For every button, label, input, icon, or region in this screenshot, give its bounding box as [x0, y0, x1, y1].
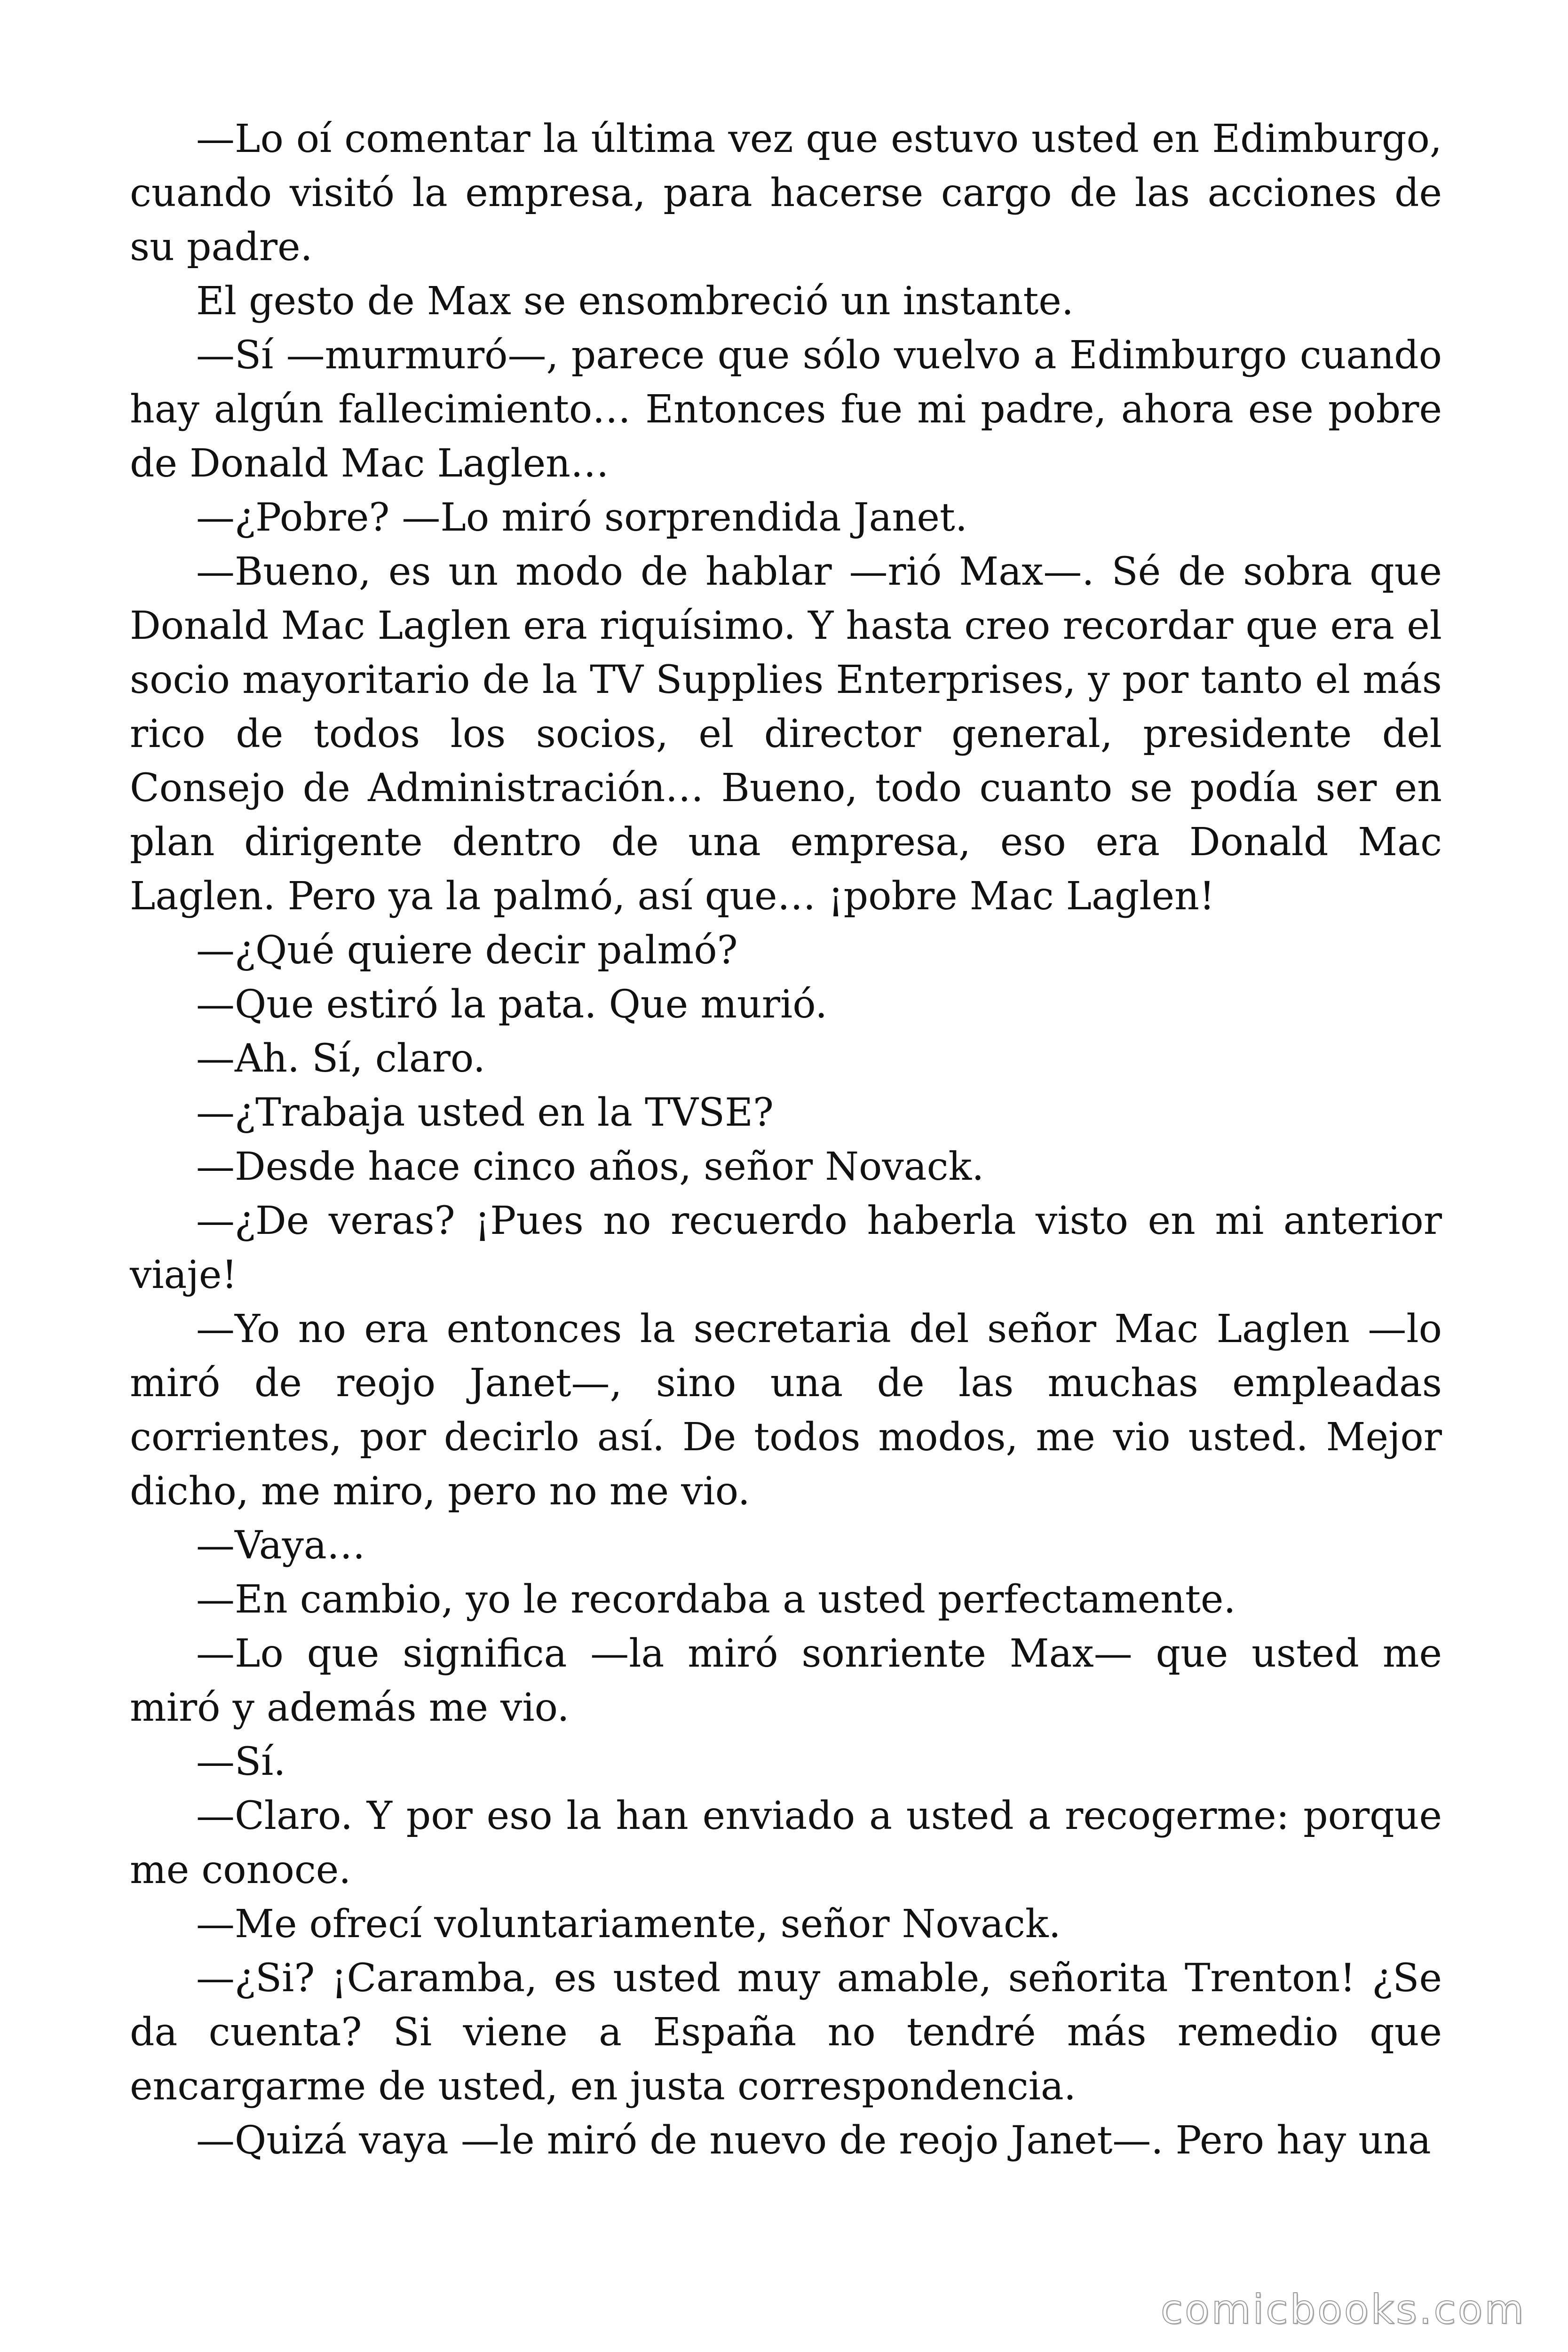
paragraph: —Vaya… — [196, 1523, 365, 1568]
paragraph: —Claro. Y por eso la han enviado a usted a recogerme: porque me conoce. — [130, 1794, 1442, 1892]
paragraph: —Que estiró la pata. Que murió. — [196, 982, 828, 1027]
paragraph: —Sí. — [196, 1740, 286, 1784]
paragraph: El gesto de Max se ensombreció un instante. — [196, 279, 1074, 324]
paragraph: —Quizá vaya —le miró de nuevo de reojo Janet—. Pero hay una — [196, 2118, 1431, 2163]
paragraph: —Bueno, es un modo de hablar —rió Max—. Sé de sobra que Donald Mac Laglen era riquísimo. Y hasta creo recordar que era el socio mayoritario de la TV Supplies Enterprises, y por tanto el más rico de todos los socios, el director general, presidente del Consejo de Administración… Bueno, todo cuanto se podía ser en plan dirigente dentro de una empresa, eso era Donald Mac Laglen. Pero ya la palmó, así que… ¡pobre Mac Laglen! — [130, 549, 1442, 919]
paragraph: —Lo oí comentar la última vez que estuvo usted en Edimburgo, cuando visitó la empresa, para hacerse cargo de las acciones de su padre. — [130, 117, 1442, 270]
paragraph: —¿Si? ¡Caramba, es usted muy amable, señorita Trenton! ¿Se da cuenta? Si viene a España no tendré más remedio que encargarme de usted, en justa correspondencia. — [130, 1956, 1442, 2109]
paragraph: —¿Qué quiere decir palmó? — [196, 928, 738, 973]
paragraph: —¿Pobre? —Lo miró sorprendida Janet. — [196, 495, 967, 540]
paragraph: —Ah. Sí, claro. — [196, 1036, 485, 1081]
paragraph: —Lo que significa —la miró sonriente Max— que usted me miró y además me vio. — [130, 1631, 1442, 1730]
paragraph: —Yo no era entonces la secretaria del señor Mac Laglen —lo miró de reojo Janet—, sino una de las muchas empleadas corrientes, por decirlo así. De todos modos, me vio usted. Mejor dicho, me miro, pero no me vio. — [130, 1307, 1442, 1514]
book-page-text — [130, 112, 1442, 2168]
paragraph: —Me ofrecí voluntariamente, señor Novack. — [196, 1902, 1061, 1947]
paragraph: —Desde hace cinco años, señor Novack. — [196, 1144, 984, 1189]
paragraph: —¿Trabaja usted en la TVSE? — [196, 1090, 774, 1135]
paragraph: —En cambio, yo le recordaba a usted perfectamente. — [196, 1577, 1236, 1622]
paragraph: —¿De veras? ¡Pues no recuerdo haberla visto en mi anterior viaje! — [130, 1199, 1442, 1297]
watermark: comicbooks.com — [1160, 2286, 1526, 2333]
paragraph: —Sí —murmuró—, parece que sólo vuelvo a Edimburgo cuando hay algún fallecimiento… Entonces fue mi padre, ahora ese pobre de Donald Mac Laglen… — [130, 333, 1442, 486]
